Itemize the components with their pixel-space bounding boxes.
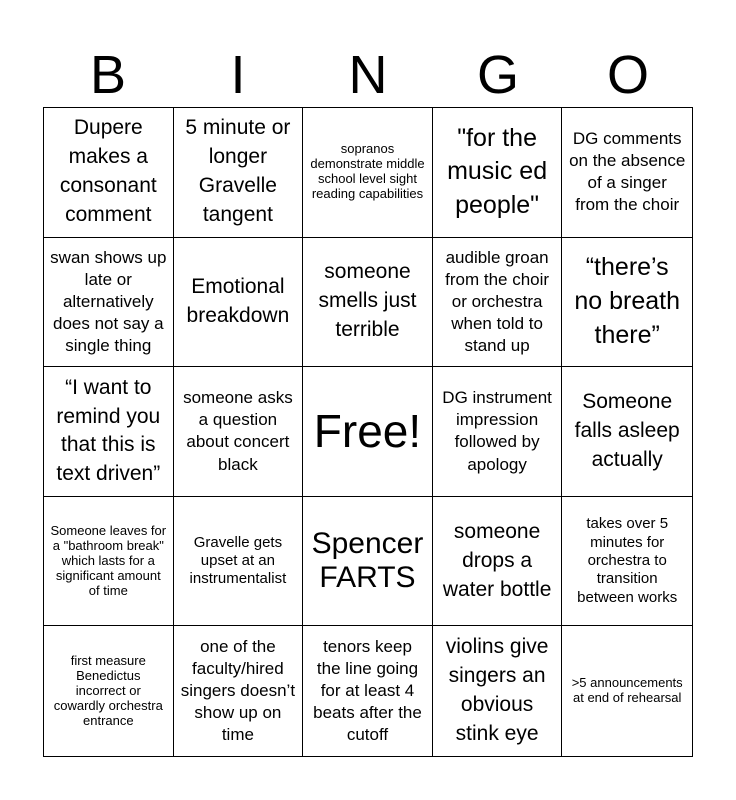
bingo-cell[interactable]: DG instrument impression followed by apology [433,367,563,497]
bingo-grid [43,107,693,757]
header-letter-i: I [230,45,246,105]
bingo-cell[interactable]: "for the music ed people" [433,108,563,238]
bingo-cell[interactable]: violins give singers an obvious stink eye [433,626,563,756]
bingo-cell[interactable]: Gravelle gets upset at an instrumentalist [174,497,304,627]
bingo-cell[interactable]: Emotional breakdown [174,238,304,368]
bingo-cell[interactable]: someone asks a question about concert black [174,367,304,497]
bingo-cell[interactable]: first measure Benedictus incorrect or cowardly orchestra entrance [44,626,174,756]
bingo-cell[interactable]: sopranos demonstrate middle school level sight reading capabilities [303,108,433,238]
bingo-cell[interactable]: Dupere makes a consonant comment [44,108,174,238]
bingo-cell[interactable]: one of the faculty/hired singers doesn’t show up on time [174,626,304,756]
bingo-cell[interactable]: Someone leaves for a "bathroom break" which lasts for a significant amount of time [44,497,174,627]
bingo-cell[interactable]: 5 minute or longer Gravelle tangent [174,108,304,238]
bingo-cell[interactable]: takes over 5 minutes for orchestra to transition between works [562,497,692,627]
bingo-cell[interactable]: “I want to remind you that this is text driven” [44,367,174,497]
bingo-cell[interactable]: Someone falls asleep actually [562,367,692,497]
bingo-cell[interactable]: someone drops a water bottle [433,497,563,627]
bingo-cell[interactable]: Spencer FARTS [303,497,433,627]
header-letter-n: N [348,45,388,105]
header-letter-g: G [476,45,519,105]
bingo-cell[interactable]: DG comments on the absence of a singer from the choir [562,108,692,238]
bingo-cell[interactable]: “there’s no breath there” [562,238,692,368]
bingo-cell[interactable]: tenors keep the line going for at least 4 beats after the cutoff [303,626,433,756]
bingo-cell[interactable]: >5 announcements at end of rehearsal [571,675,683,706]
bingo-cell-free[interactable]: Free! [303,367,433,497]
bingo-cell[interactable]: audible groan from the choir or orchestra when told to stand up [433,238,563,368]
header-letter-o: O [606,45,649,105]
bingo-cell[interactable]: someone smells just terrible [303,238,433,368]
header-letter-b: B [89,45,127,105]
bingo-cell[interactable]: swan shows up late or alternatively does not say a single thing [44,238,174,368]
bingo-header [43,44,693,106]
